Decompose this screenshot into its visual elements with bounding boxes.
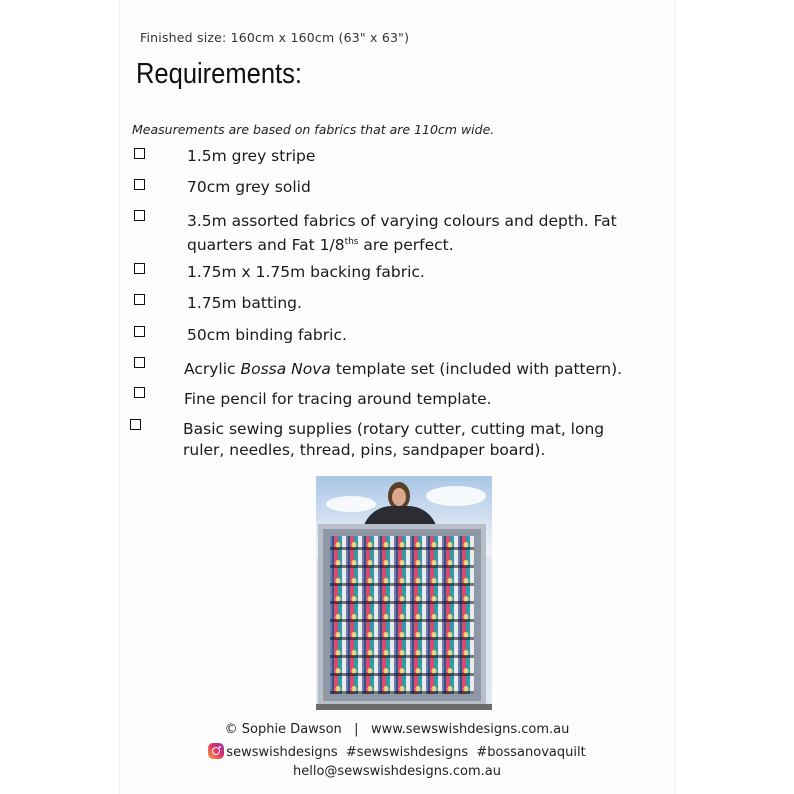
footer-credits — [120, 722, 674, 737]
hashtag[interactable]: #bossanovaquilt — [476, 745, 586, 760]
item-text: 1.75m x 1.75m backing fabric. — [187, 263, 425, 281]
item-text: 1.5m grey stripe — [187, 147, 316, 165]
separator: | — [354, 722, 359, 737]
cloud — [426, 486, 486, 506]
cloud — [326, 496, 376, 512]
requirements-heading: Requirements: — [136, 58, 302, 90]
item-text: 1.75m batting. — [187, 294, 302, 312]
checkbox[interactable] — [134, 387, 145, 398]
checkbox[interactable] — [134, 357, 145, 368]
item-text: 50cm binding fabric. — [187, 326, 347, 344]
checkbox[interactable] — [134, 148, 145, 159]
checkbox[interactable] — [134, 210, 145, 221]
checkbox[interactable] — [134, 179, 145, 190]
copyright: © Sophie Dawson — [224, 722, 342, 737]
hashtag[interactable]: #sewswishdesigns — [345, 745, 469, 760]
checkbox[interactable] — [134, 326, 145, 337]
person-face — [392, 488, 406, 506]
quilt — [318, 524, 486, 706]
footer-email — [120, 764, 674, 779]
quilt-photo — [316, 476, 492, 710]
instagram-handle[interactable]: sewswishdesigns — [226, 745, 338, 760]
quilt-overlay — [330, 536, 474, 694]
footer-social — [120, 743, 674, 760]
pattern-page — [120, 0, 674, 794]
measurements-note: Measurements are based on fabrics that are 110cm wide. — [132, 122, 495, 137]
item-text: Fine pencil for tracing around template. — [184, 390, 492, 408]
website-link[interactable]: www.sewswishdesigns.com.au — [370, 722, 570, 737]
item-text: Acrylic Bossa Nova template set (included with pattern). — [184, 360, 623, 378]
checkbox[interactable] — [134, 294, 145, 305]
instagram-icon[interactable] — [208, 743, 224, 759]
item-text: Basic sewing supplies (rotary cutter, cutting mat, long ruler, needles, thread, pins, sandpaper board). — [183, 420, 605, 459]
checkbox[interactable] — [134, 263, 145, 274]
finished-size: Finished size: 160cm x 160cm (63" x 63") — [140, 30, 410, 45]
ground — [316, 704, 492, 710]
email-link[interactable]: hello@sewswishdesigns.com.au — [293, 764, 501, 779]
checkbox[interactable] — [130, 419, 141, 430]
item-text: 70cm grey solid — [187, 178, 311, 196]
item-text: 3.5m assorted fabrics of varying colours and depth. Fat quarters and Fat $1/8^{ths}$ are perfect. — [187, 212, 617, 255]
